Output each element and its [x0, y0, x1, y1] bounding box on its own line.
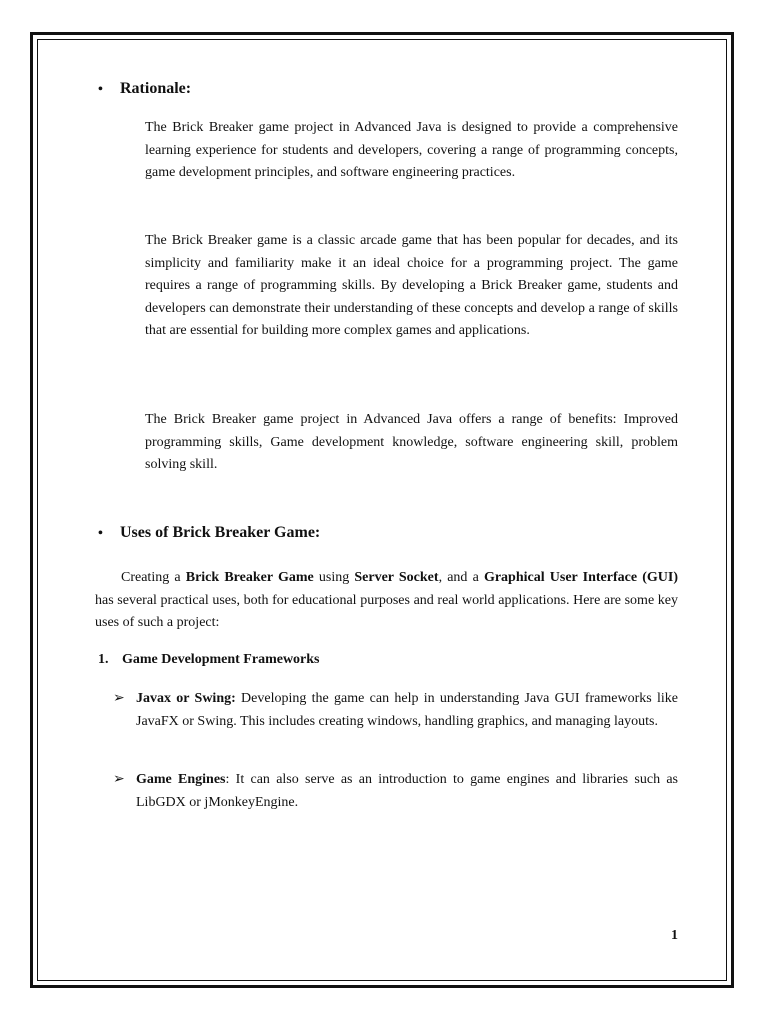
item-number: 1.: [98, 652, 109, 667]
uses-heading: [98, 523, 320, 544]
rationale-title: Rationale:: [120, 80, 192, 97]
page-number: 1: [671, 928, 678, 943]
arrow-bullet-icon: ➢: [113, 691, 125, 706]
sub-bullet-game-engines: [136, 769, 678, 814]
intro-text: using: [313, 570, 355, 585]
sub-bullet-text: : It can also serve as an introduction to game engines and libraries such as LibGDX or jMonkeyEngine.: [136, 772, 679, 810]
numbered-item-1: [98, 650, 320, 670]
item-title: Game Development Frameworks: [122, 652, 320, 667]
rationale-paragraph-2: The Brick Breaker game is a classic arcade game that has been popular for decades, and its simplicity and familiarity make it an ideal choice for a programming project. The game requires a range of programming skills. By developing a Brick Breaker game, students and developers can demonstrate their understanding of these concepts and develop a range of skills that are essential for building more complex games and applications.: [145, 233, 678, 338]
bullet-icon: •: [98, 526, 103, 541]
sub-bullet-text: Developing the game can help in understanding Java GUI frameworks like JavaFX or Swing. This includes creating windows, handling graphics, and managing layouts.: [136, 691, 678, 729]
intro-bold-server-socket: Server Socket: [354, 570, 439, 585]
uses-title: Uses of Brick Breaker Game:: [120, 524, 321, 541]
intro-text: Creating a: [121, 570, 186, 585]
intro-text: has several practical uses, both for educational purposes and real world applications. Here are some key uses of such a project:: [95, 592, 678, 630]
uses-intro-paragraph: [95, 567, 678, 635]
intro-bold-game: Brick Breaker Game: [185, 570, 314, 585]
intro-bold-gui: Graphical User Interface (GUI): [483, 570, 678, 585]
bullet-icon: •: [98, 82, 103, 97]
sub-bullet-label: Javax or Swing:: [136, 691, 236, 706]
sub-bullet-swing: [136, 688, 678, 733]
arrow-bullet-icon: ➢: [113, 772, 125, 787]
sub-bullet-label: Game Engines: [136, 772, 226, 787]
rationale-heading: [98, 79, 191, 100]
rationale-paragraph-3: The Brick Breaker game project in Advanced Java offers a range of benefits: Improved programming skills, Game development knowledge, software engineering skill, problem solving skill.: [145, 412, 678, 472]
rationale-paragraph-1: The Brick Breaker game project in Advanced Java is designed to provide a comprehensive learning experience for students and developers, covering a range of programming concepts, game development principles, and software engineering practices.: [145, 120, 678, 180]
intro-text: , and a: [438, 570, 484, 585]
